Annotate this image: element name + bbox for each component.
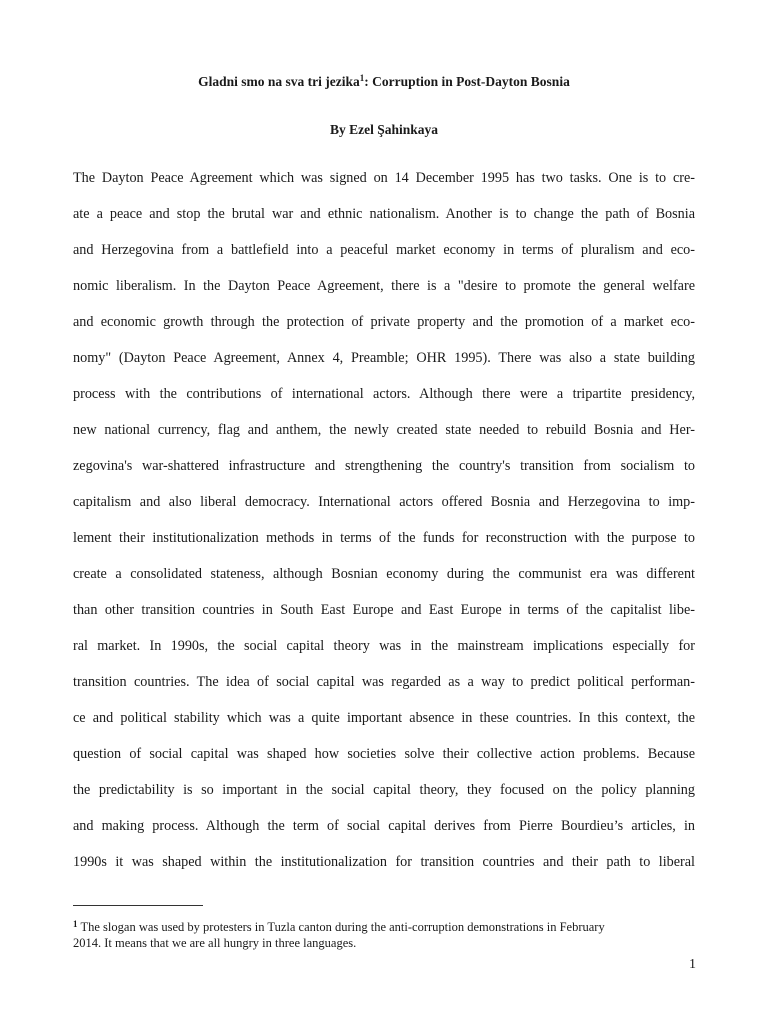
body-line: lement their institutionalization methods in terms of the funds for reconstruction with the purpose to [73, 530, 695, 546]
body-line: transition countries. The idea of social capital was regarded as a way to predict political performan- [73, 674, 695, 690]
body-line: 1990s it was shaped within the institutionalization for transition countries and their path to liberal [73, 854, 695, 870]
body-line: new national currency, flag and anthem, the newly created state needed to rebuild Bosnia and Her- [73, 422, 695, 438]
footnote-divider [73, 905, 203, 906]
body-line: and Herzegovina from a battlefield into a peaceful market economy in terms of pluralism and eco- [73, 242, 695, 258]
body-line: question of social capital was shaped how societies solve their collective action problems. Because [73, 746, 695, 762]
body-line: nomy" (Dayton Peace Agreement, Annex 4, Preamble; OHR 1995). There was also a state building [73, 350, 695, 366]
body-line: zegovina's war-shattered infrastructure and strengthening the country's transition from socialism to [73, 458, 695, 474]
title-main: Gladni smo na sva tri jezika [198, 74, 360, 89]
body-line: the predictability is so important in the social capital theory, they focused on the policy planning [73, 782, 695, 798]
body-line: capitalism and also liberal democracy. International actors offered Bosnia and Herzegovina to imp- [73, 494, 695, 510]
body-line: ral market. In 1990s, the social capital theory was in the mainstream implications especially for [73, 638, 695, 654]
body-line: The Dayton Peace Agreement which was signed on 14 December 1995 has two tasks. One is to cre- [73, 170, 695, 186]
footnote-continuation [73, 935, 713, 951]
body-line: create a consolidated stateness, although Bosnian economy during the communist era was different [73, 566, 695, 582]
footnote [73, 919, 713, 935]
body-line: than other transition countries in South East Europe and East Europe in terms of the capitalist libe- [73, 602, 695, 618]
body-line: ce and political stability which was a quite important absence in these countries. In this context, the [73, 710, 695, 726]
body-line: and economic growth through the protection of private property and the promotion of a market eco- [73, 314, 695, 330]
author-byline: By Ezel Şahinkaya [329, 122, 439, 137]
body-line: and making process. Although the term of social capital derives from Pierre Bourdieu’s articles, in [73, 818, 695, 834]
document-title [0, 72, 768, 92]
page-number: 1 [689, 957, 696, 972]
footnote-line: The slogan was used by protesters in Tuzla canton during the anti-corruption demonstrations in February [80, 920, 605, 934]
body-line: ate a peace and stop the brutal war and ethnic nationalism. Another is to change the path of Bosnia [73, 206, 695, 222]
body-line: nomic liberalism. In the Dayton Peace Agreement, there is a "desire to promote the general welfare [73, 278, 695, 294]
body-line: process with the contributions of international actors. Although there were a tripartite presidency, [73, 386, 695, 402]
title-rest: : Corruption in Post-Dayton Bosnia [364, 74, 570, 89]
footnote-line: 2014. It means that we are all hungry in three languages. [73, 936, 357, 950]
footnote-marker: 1 [73, 919, 78, 929]
title-footnote-ref[interactable]: 1 [359, 73, 365, 83]
